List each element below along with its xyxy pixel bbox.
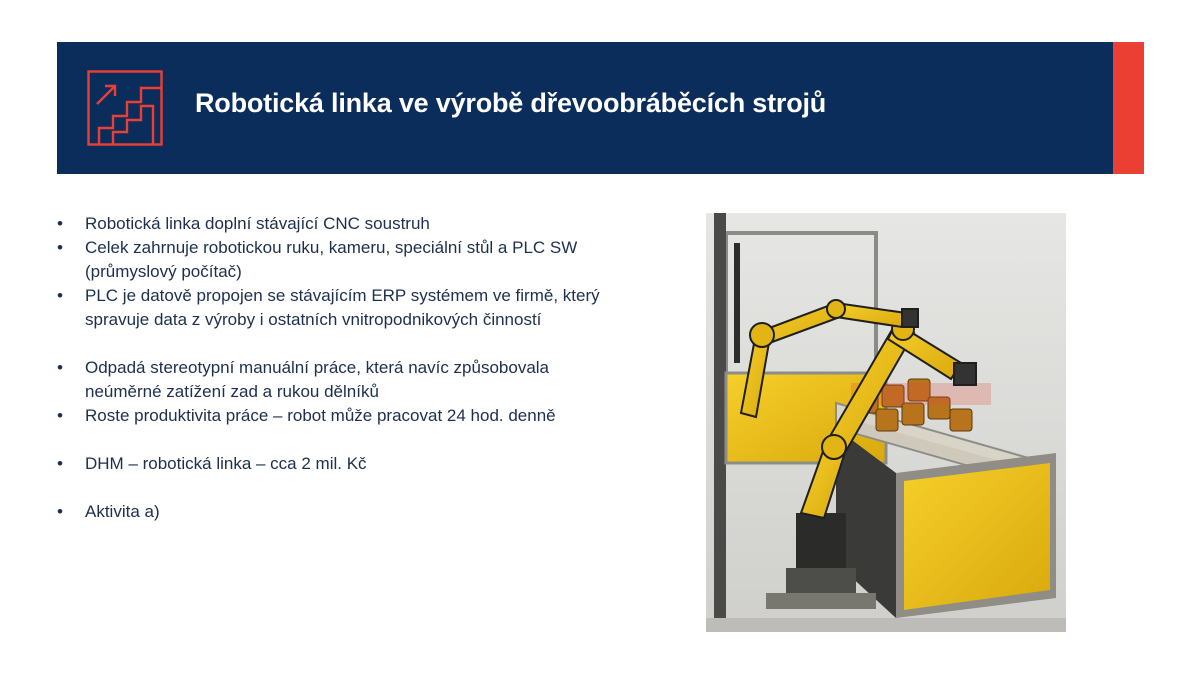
bullet-marker: •	[57, 502, 63, 521]
list-item	[57, 356, 617, 404]
bullet-marker: •	[57, 454, 63, 473]
list-item	[57, 452, 617, 476]
list-item	[57, 284, 617, 332]
bullet-text: Roste produktivita práce – robot může pracovat 24 hod. denně	[85, 406, 556, 425]
bullet-marker: •	[57, 286, 63, 305]
list-item	[57, 212, 617, 236]
list-item	[57, 236, 617, 284]
list-item	[57, 404, 617, 428]
slide-title: Robotická linka ve výrobě dřevoobráběcích strojů	[195, 88, 827, 118]
bullet-text: PLC je datově propojen se stávajícím ERP systémem ve firmě, který spravuje data z výroby i ostatních vnitropodnikových činností	[85, 286, 600, 329]
bullet-text: DHM – robotická linka – cca 2 mil. Kč	[85, 454, 367, 473]
bullet-text: Robotická linka doplní stávající CNC soustruh	[85, 214, 430, 233]
bullet-marker: •	[57, 358, 63, 377]
bullet-list	[57, 212, 617, 524]
bullet-marker: •	[57, 214, 63, 233]
accent-bar	[1113, 42, 1144, 174]
stairs-growth-icon	[87, 70, 163, 146]
robot-line-illustration	[706, 213, 1066, 632]
list-item	[57, 500, 617, 524]
bullet-text: Odpadá stereotypní manuální práce, která navíc způsobovala neúměrné zatížení zad a rukou dělníků	[85, 358, 550, 401]
bullet-marker: •	[57, 238, 63, 257]
bullet-marker: •	[57, 406, 63, 425]
robot-line-photo	[706, 213, 1066, 632]
bullet-text: Celek zahrnuje robotickou ruku, kameru, speciální stůl a PLC SW (průmyslový počítač)	[85, 238, 578, 281]
bullet-text: Aktivita a)	[85, 502, 160, 521]
